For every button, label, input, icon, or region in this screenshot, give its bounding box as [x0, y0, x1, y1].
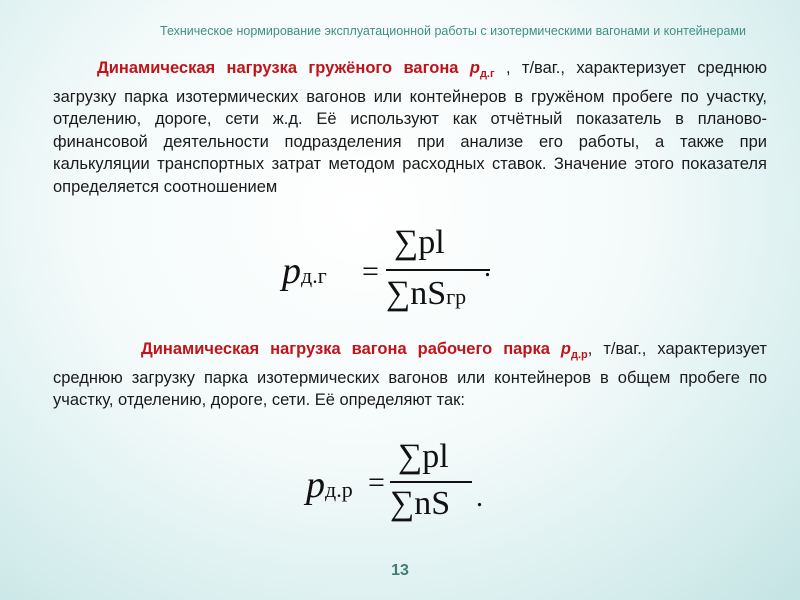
formula-lhs: pд.р — [306, 464, 353, 506]
formula-end-dot: . — [484, 252, 491, 283]
formula-denominator: ∑nS — [390, 485, 451, 522]
paragraph-body: характеризует среднюю загрузку парка изотермических вагонов или контейнеров в общем пробеге по участку, отделению, дороге, сети. Её определяют так: — [53, 340, 767, 409]
term-symbol: p — [469, 59, 480, 77]
formula-denominator-subscript: гр — [446, 284, 467, 309]
paragraph-working-fleet — [53, 338, 767, 412]
formula-numerator: ∑pl — [394, 224, 445, 261]
formula-lhs-subscript: д.р — [325, 477, 353, 502]
formula-equals: = — [368, 466, 385, 499]
term-tail: , т/ваг., — [587, 340, 647, 358]
formula-lhs-subscript: д.г — [301, 263, 327, 288]
term-symbol-subscript: д.р — [570, 349, 588, 361]
term-text: Динамическая нагрузка гружёного вагона — [97, 59, 459, 77]
fraction-bar — [386, 269, 490, 271]
slide-header-title: Техническое нормирование эксплуатационной работы с изотермическими вагонами и контейнерами — [160, 24, 746, 38]
formula-equals: = — [362, 255, 379, 288]
formula-loaded-wagon-load — [282, 224, 522, 320]
term-working-fleet-load — [141, 340, 588, 361]
formula-end-dot: . — [476, 482, 483, 513]
term-tail: , т/ваг., характеризует — [494, 59, 686, 77]
paragraph-body: среднюю загрузку парка изотермических вагонов или контейнеров в гружёном пробеге по участку, отделению, дороге, сети ж.д. Её используют как отчётный показатель в планово-финансовой деятельности подразделения при анализе его работы, а также при калькуляции транспортных затрат методом расходных ставок. Значение этого показателя определяется соотношением — [53, 59, 768, 196]
term-loaded-wagon-load — [97, 59, 495, 80]
page-number: 13 — [391, 562, 409, 579]
term-symbol-subscript: д.г — [479, 68, 495, 80]
formula-numerator: ∑pl — [398, 438, 449, 475]
formula-lhs: pд.г — [282, 250, 327, 292]
formula-denominator: ∑nSгр — [386, 275, 467, 312]
fraction-bar — [390, 481, 472, 483]
formula-working-fleet-load — [306, 438, 506, 528]
term-text: Динамическая нагрузка вагона рабочего парка — [141, 340, 550, 358]
term-symbol: p — [560, 340, 571, 358]
paragraph-loaded-wagon — [53, 57, 767, 198]
